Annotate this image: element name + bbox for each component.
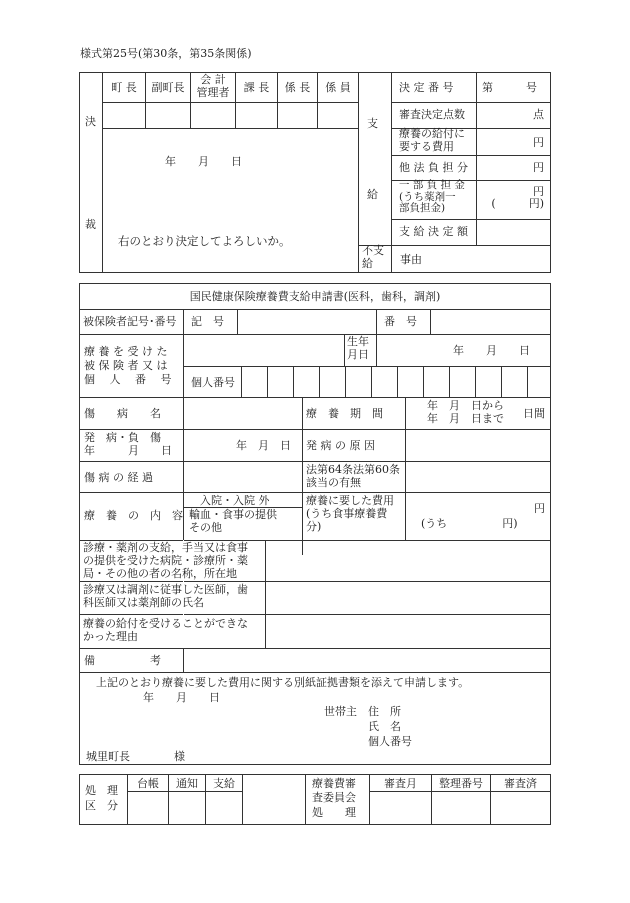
processing-class-label: 処 理 区 分 [85,784,118,812]
disease-name-label: 傷 病 名 [84,407,161,420]
applicant-number-label: 個人番号 [368,735,412,748]
approval-date: 年 月 日 [165,155,242,168]
approver-deputy: 副町長 [151,81,185,94]
shikyu-label-1: 支 [367,117,378,130]
decision-number-value: 第 号 [482,81,537,94]
copay-label: 一 部 負 担 金 (うち薬剤一 部負担金) [399,179,465,215]
payment-amount-label: 支 給 決 定 額 [399,225,468,238]
doctor-label: 診療又は調剤に従事した医師，歯 科医師又は薬剤師の氏名 [83,583,248,610]
birth-value: 年 月 日 [453,344,530,357]
onset-cause-label: 発 病 の 原 因 [306,439,375,452]
form-title: 国民健康保険療養費支給申請書(医科，歯科，調剤) [189,290,441,303]
review-month-label: 審査月 [384,777,417,790]
onset-date-label: 発 病・負 傷 年 月 日 [84,431,172,458]
form-number: 様式第25号(第30条，第35条関係) [80,47,252,60]
kessai-label-1: 決 [85,115,96,128]
benefit-cost-unit: 円 [533,136,544,149]
facility-label: 診療・薬剤の支給，手当又は食事 の提供を受けた病院・診療所・薬 局・その他の者の名称，所在地 [83,541,248,581]
symbol-label: 記 号 [191,315,224,328]
insured-number-label: 被保険者記号･番号 [83,315,177,328]
ledger-label: 台帳 [137,777,159,790]
remarks-label: 備 考 [84,654,161,667]
committee-label: 療養費審 査委員会 処 理 [312,777,356,819]
payment-label: 支給 [213,777,235,790]
disease-course-label: 傷 病 の 経 過 [84,471,153,484]
personal-number-label: 個人番号 [191,376,235,389]
review-points-unit: 点 [533,108,544,121]
law-applicability-label: 法第64条法第60条 該当の有無 [306,463,400,490]
treatment-content-label: 療 養 の 内 容 [84,509,183,522]
cost-unit: 円 [534,502,545,515]
declaration-text: 上記のとおり療養に要した費用に関する別紙証拠書類を添えて申請します。 [96,676,470,689]
approver-accounting: 会 計 管理者 [196,73,230,100]
treatment-period-value: 年 月 日から 年 月 日まで [427,399,504,426]
approver-group-chief: 係 長 [284,81,311,94]
reviewed-label: 審査済 [504,777,537,790]
benefit-cost-label: 療養の給付に 要する費用 [399,127,465,153]
copay-unit: 円 ( 円) [491,185,544,211]
days-label: 日間 [523,407,545,420]
approver-staff: 係 員 [325,81,351,94]
cost-meal-sub: (うち 円) [421,517,518,530]
kessai-label-2: 裁 [85,218,96,231]
number-label: 番 号 [384,315,417,328]
shikyu-label-2: 給 [367,188,378,201]
decision-number-label: 決 定 番 号 [399,81,454,94]
other-law-label: 他 法 負 担 分 [399,161,468,174]
approval-text: 右のとおり決定してよろしいか。 [118,234,291,248]
approver-section-chief: 課 長 [243,81,270,94]
file-number-label: 整理番号 [439,777,483,790]
reason-label: 事由 [400,253,422,266]
transfusion-meal-label: 輸血・食事の提供 その他 [189,508,277,535]
declaration-date: 年 月 日 [143,691,220,704]
reason-no-benefit-label: 療養の給付を受けることができな かった理由 [83,617,248,644]
onset-date-value: 年 月 日 [236,439,291,452]
inpatient-outpatient: 入院・入院 外 [200,494,270,507]
fushikyu-label: 不支 給 [362,244,384,270]
treatment-period-label: 療 養 期 間 [306,407,383,420]
addressee: 城里町長 様 [86,750,185,763]
notice-label: 通知 [176,777,198,790]
name-label: 氏 名 [368,720,401,733]
recipient-label: 療 養 を 受 け た 被 保 険 者 又 は 個 人 番 号 [84,345,172,386]
birth-label: 生年 月日 [347,335,369,361]
cost-label: 療養に要した費用 (うち食事療養費 分) [306,494,394,534]
review-points-label: 審査決定点数 [399,108,465,121]
approver-chief: 町 長 [111,81,137,94]
householder-label: 世帯主 [324,705,357,718]
other-law-unit: 円 [533,161,544,174]
address-label: 住 所 [368,705,401,718]
